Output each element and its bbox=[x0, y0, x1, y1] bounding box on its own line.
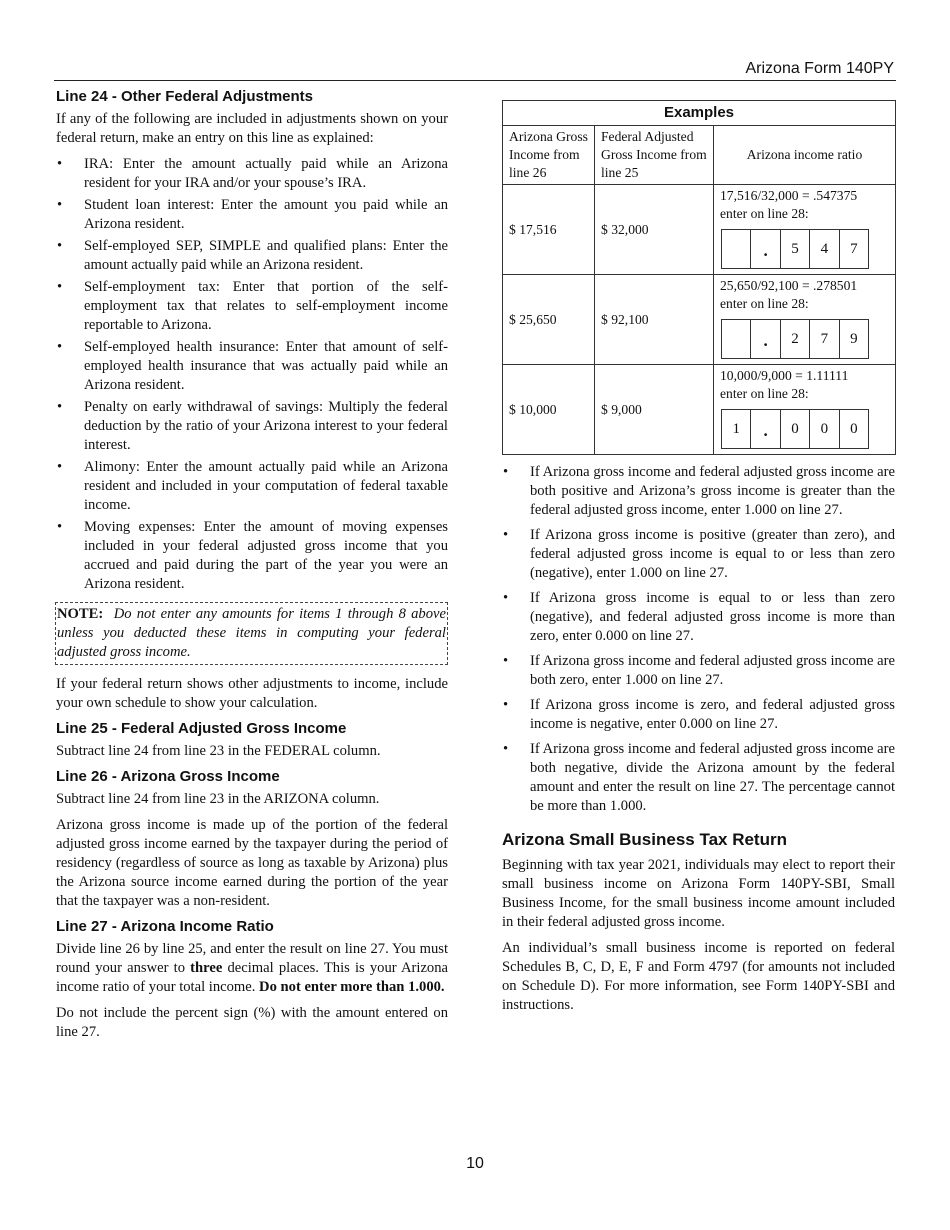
col-header-az-gross: Arizona Gross Income from line 26 bbox=[503, 126, 595, 185]
form-header-title: Arizona Form 140PY bbox=[745, 60, 894, 77]
list-item: • Self-employment tax: Enter that portion of the self-employment tax that relates to self-employment income reportable to Arizona. bbox=[56, 278, 448, 335]
digit-box: 2 bbox=[781, 320, 810, 358]
list-item: • Self-employed SEP, SIMPLE and qualified plans: Enter the amount actually paid while an Arizona resident. bbox=[56, 237, 448, 275]
enter-instruction: enter on line 28: bbox=[720, 386, 809, 401]
line25-text: Subtract line 24 from line 23 in the FEDERAL column. bbox=[56, 743, 381, 759]
table-header-row bbox=[503, 126, 896, 185]
line24-heading: Line 24 - Other Federal Adjustments bbox=[56, 88, 313, 105]
note-box bbox=[55, 602, 448, 665]
list-item: • If Arizona gross income and federal adjusted gross income are both positive and Arizona’s gross income is greater than the federal adjusted gross income, enter 1.000 on line 27. bbox=[502, 463, 895, 520]
list-item: • Student loan interest: Enter the amount you paid while an Arizona resident. bbox=[56, 196, 448, 234]
enter-instruction: enter on line 28: bbox=[720, 296, 809, 311]
list-item: • Penalty on early withdrawal of savings: Multiply the federal deduction by the ratio of your Arizona interest to your federal interest. bbox=[56, 398, 448, 455]
az-value: $ 10,000 bbox=[503, 365, 595, 455]
list-item: • IRA: Enter the amount actually paid while an Arizona resident for your IRA and/or your spouse’s IRA. bbox=[56, 155, 448, 193]
digit-box: 0 bbox=[850, 421, 858, 437]
enter-instruction: enter on line 28: bbox=[720, 206, 809, 221]
list-item: • If Arizona gross income is zero, and federal adjusted gross income is negative, enter 0.000 on line 27. bbox=[502, 696, 895, 734]
digit-box: 0 bbox=[810, 410, 839, 448]
list-item: • If Arizona gross income and federal adjusted gross income are both zero, enter 1.000 on line 27. bbox=[502, 652, 895, 690]
digit-box: 9 bbox=[850, 331, 858, 347]
note-label: NOTE: bbox=[57, 606, 104, 622]
digit-boxes bbox=[721, 229, 869, 269]
digit-box: 5 bbox=[781, 230, 810, 268]
line26-text2: Arizona gross income is made up of the portion of the federal adjusted gross income earned by the taxpayer during the period of residency (regardless of source as long as taxable by Arizona) plus the Arizona source income earned during the portion of the year that the taxpayer was a non-resident. bbox=[56, 817, 448, 909]
list-item: • Alimony: Enter the amount actually paid while an Arizona resident and included in your computation of federal taxable income. bbox=[56, 458, 448, 515]
line27-p1-a: Divide line 26 by line 25, and enter the result on line 27. You must round your answer to bbox=[56, 941, 448, 976]
digit-box: 7 bbox=[850, 241, 858, 257]
line24-intro: If any of the following are included in adjustments shown on your federal return, make an entry on this line as explained: bbox=[56, 111, 448, 146]
examples-title: Examples bbox=[503, 101, 896, 126]
sbt-paragraph2: An individual’s small business income is reported on federal Schedules B, C, D, E, F and Form 4797 (for amounts not included on Schedule D). For more information, see Form 140PY-SBI and instructions. bbox=[502, 940, 895, 1013]
digit-box: 4 bbox=[810, 230, 839, 268]
digit-boxes bbox=[721, 319, 869, 359]
header-rule bbox=[54, 80, 896, 81]
decimal-box: . bbox=[751, 410, 780, 448]
examples-table bbox=[502, 100, 896, 455]
page-number: 10 bbox=[466, 1155, 484, 1172]
fed-value: $ 92,100 bbox=[595, 275, 714, 365]
line27-paragraph1 bbox=[56, 940, 448, 997]
line27-heading: Line 27 - Arizona Income Ratio bbox=[56, 918, 274, 935]
fed-value: $ 9,000 bbox=[595, 365, 714, 455]
table-row bbox=[503, 275, 896, 365]
digit-boxes bbox=[721, 409, 869, 449]
col-header-fed-agi: Federal Adjusted Gross Income from line 25 bbox=[595, 126, 714, 185]
decimal-box: . bbox=[751, 230, 780, 268]
az-value: $ 25,650 bbox=[503, 275, 595, 365]
sbt-paragraph1: Beginning with tax year 2021, individuals may elect to report their small business income on Arizona Form 140PY-SBI, Small Business Income, for the small business income amount included in their federal adjusted gross income. bbox=[502, 857, 895, 930]
az-value: $ 17,516 bbox=[503, 185, 595, 275]
col-header-ratio: Arizona income ratio bbox=[714, 126, 896, 185]
fed-value: $ 32,000 bbox=[595, 185, 714, 275]
list-item: • If Arizona gross income is positive (greater than zero), and federal adjusted gross income is equal to or less than zero (negative), enter 1.000 on line 27. bbox=[502, 526, 895, 583]
line26-heading: Line 26 - Arizona Gross Income bbox=[56, 768, 280, 785]
line27-p1-c: decimal places. This is your Arizona income ratio of your total income. bbox=[56, 960, 448, 995]
right-column bbox=[502, 100, 895, 1022]
line24-after: If your federal return shows other adjustments to income, include your own schedule to show your calculation. bbox=[56, 676, 448, 711]
sbt-heading: Arizona Small Business Tax Return bbox=[502, 830, 787, 849]
list-item: • Self-employed health insurance: Enter that amount of self-employed health insurance that was actually paid while an Arizona resident. bbox=[56, 338, 448, 395]
line27-p1-b: three bbox=[190, 960, 223, 976]
line24-list bbox=[56, 155, 448, 594]
list-item: • Moving expenses: Enter the amount of moving expenses included in your federal adjusted gross income that you accrued and paid during the part of the year you were an Arizona resident. bbox=[56, 518, 448, 594]
line27-paragraph2: Do not include the percent sign (%) with the amount entered on line 27. bbox=[56, 1005, 448, 1040]
left-column bbox=[56, 88, 448, 1049]
digit-box: 0 bbox=[781, 410, 810, 448]
note-text: Do not enter any amounts for items 1 through 8 above unless you deducted these items in computing your federal adjusted gross income. bbox=[57, 606, 446, 660]
ratio-calc: 25,650/92,100 = .278501 bbox=[720, 278, 858, 293]
digit-box: 1 bbox=[722, 410, 751, 448]
table-row bbox=[503, 185, 896, 275]
digit-box bbox=[722, 320, 751, 358]
list-item: • If Arizona gross income and federal adjusted gross income are both negative, divide the Arizona amount by the federal amount and enter the result on line 27. The percentage cannot be more than 1.000. bbox=[502, 740, 895, 816]
line25-heading: Line 25 - Federal Adjusted Gross Income bbox=[56, 720, 347, 737]
line27-p1-d: Do not enter more than 1.000. bbox=[259, 979, 445, 995]
list-item: • If Arizona gross income is equal to or less than zero (negative), and federal adjusted gross income is more than zero, enter 0.000 on line 27. bbox=[502, 589, 895, 646]
ratio-rules-list bbox=[502, 463, 895, 816]
decimal-box: . bbox=[751, 320, 780, 358]
table-row bbox=[503, 365, 896, 455]
ratio-calc: 17,516/32,000 = .547375 bbox=[720, 188, 858, 203]
digit-box bbox=[722, 230, 751, 268]
digit-box: 7 bbox=[810, 320, 839, 358]
ratio-calc: 10,000/9,000 = 1.11111 bbox=[720, 368, 849, 383]
line26-text1: Subtract line 24 from line 23 in the ARIZONA column. bbox=[56, 791, 380, 807]
